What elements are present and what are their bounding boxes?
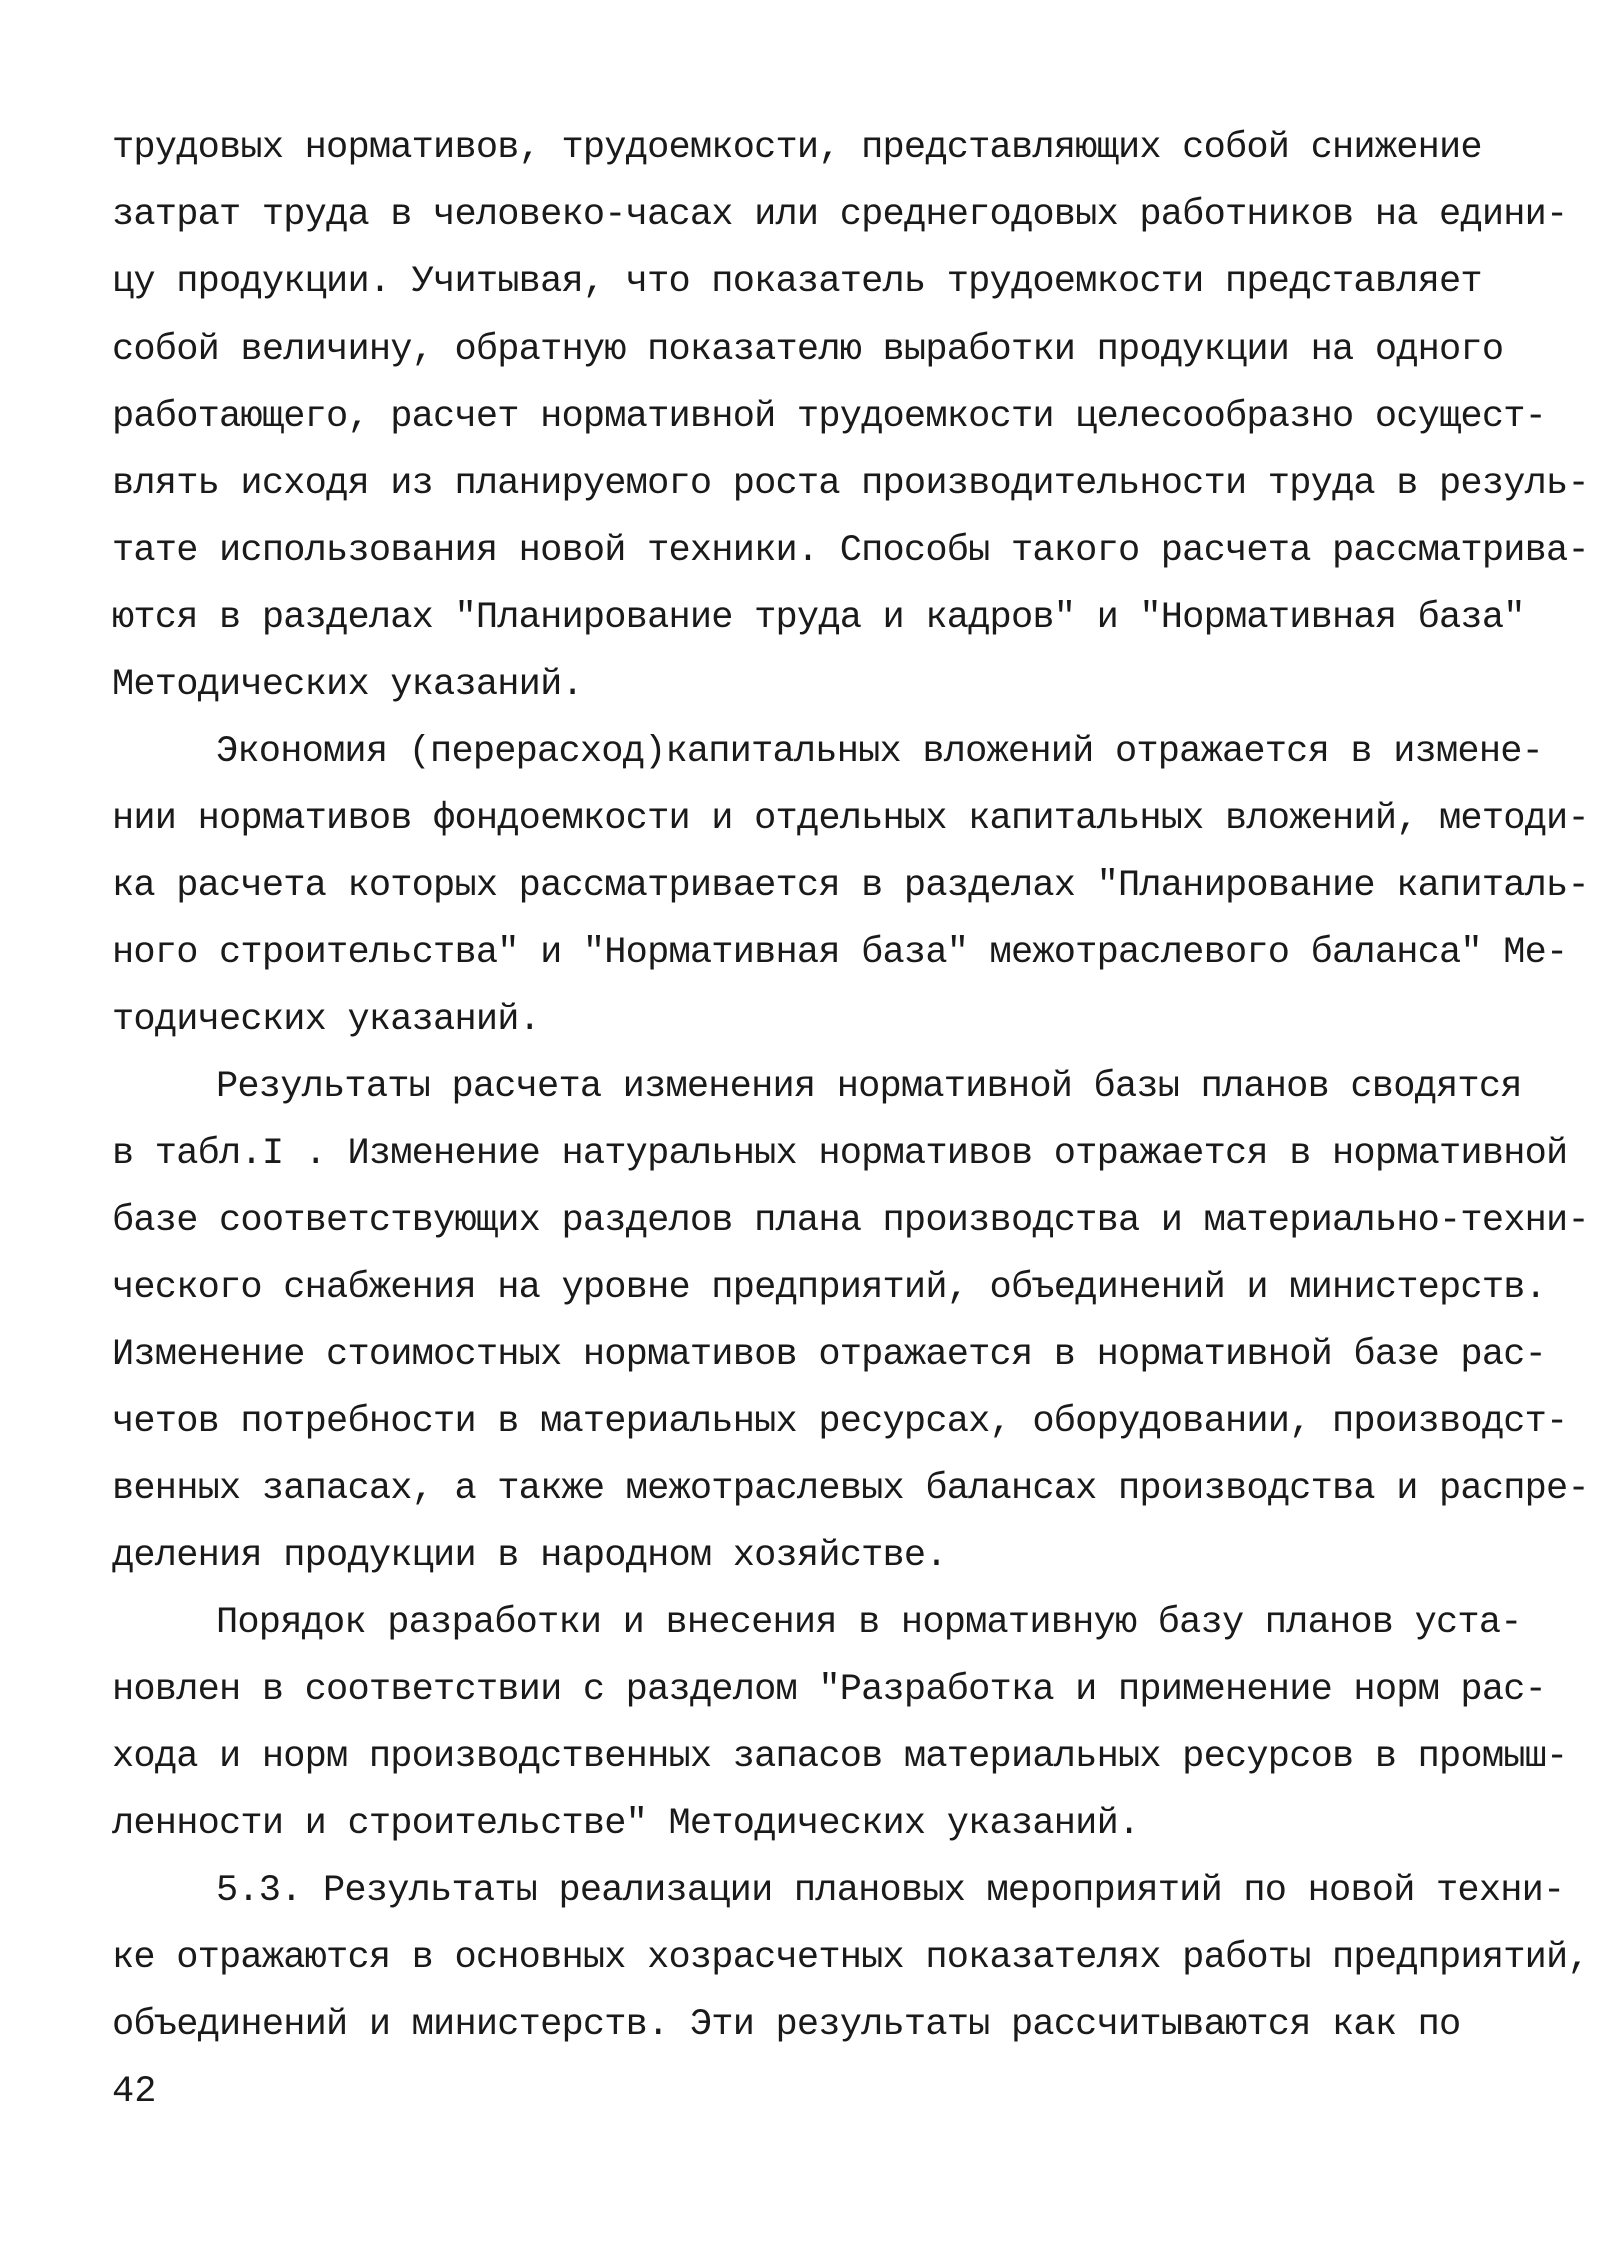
text-line: трудовых нормативов, трудоемкости, представляющих собой снижение bbox=[112, 127, 1482, 169]
paragraph-first-line: Порядок разработки и внесения в нормативную базу планов уста- bbox=[216, 1602, 1522, 1644]
text-line: венных запасах, а также межотраслевых балансах производства и распре- bbox=[112, 1468, 1589, 1510]
text-line: ка расчета которых рассматривается в разделах "Планирование капиталь- bbox=[112, 865, 1589, 907]
text-line: влять исходя из планируемого роста производительности труда в резуль- bbox=[112, 463, 1589, 505]
text-line: Изменение стоимостных нормативов отражается в нормативной базе рас- bbox=[112, 1334, 1547, 1376]
text-line: ного строительства" и "Нормативная база" межотраслевого баланса" Ме- bbox=[112, 932, 1568, 974]
text-line: четов потребности в материальных ресурсах, оборудовании, производст- bbox=[112, 1401, 1568, 1443]
text-line: деления продукции в народном хозяйстве. bbox=[112, 1535, 947, 1577]
text-line: тате использования новой техники. Способы такого расчета рассматрива- bbox=[112, 530, 1589, 572]
text-line: Методических указаний. bbox=[112, 664, 583, 706]
page-number: 42 bbox=[112, 2071, 157, 2113]
text-line: нии нормативов фондоемкости и отдельных капитальных вложений, методи- bbox=[112, 798, 1589, 840]
text-line: ленности и строительстве" Методических указаний. bbox=[112, 1803, 1140, 1845]
text-line: объединений и министерств. Эти результаты рассчитываются как по bbox=[112, 2004, 1461, 2046]
text-line: работающего, расчет нормативной трудоемкости целесообразно осущест- bbox=[112, 396, 1547, 438]
paragraph-first-line: Результаты расчета изменения нормативной базы планов сводятся bbox=[216, 1066, 1522, 1108]
text-line: цу продукции. Учитывая, что показатель трудоемкости представляет bbox=[112, 261, 1482, 303]
text-line: ческого снабжения на уровне предприятий, объединений и министерств. bbox=[112, 1267, 1547, 1309]
text-line: новлен в соответствии с разделом "Разработка и применение норм рас- bbox=[112, 1669, 1547, 1711]
text-line: собой величину, обратную показателю выработки продукции на одного bbox=[112, 329, 1504, 371]
text-line: затрат труда в человеко-часах или среднегодовых работников на едини- bbox=[112, 194, 1568, 236]
paragraph-first-line: 5.3. Результаты реализации плановых мероприятий по новой техни- bbox=[216, 1870, 1565, 1912]
text-line: ке отражаются в основных хозрасчетных показателях работы предприятий, bbox=[112, 1937, 1589, 1979]
text-line: в табл.I . Изменение натуральных нормативов отражается в нормативной bbox=[112, 1133, 1568, 1175]
text-line: хода и норм производственных запасов материальных ресурсов в промыш- bbox=[112, 1736, 1568, 1778]
text-line: тодических указаний. bbox=[112, 999, 541, 1041]
text-line: ются в разделах "Планирование труда и кадров" и "Нормативная база" bbox=[112, 597, 1525, 639]
paragraph-first-line: Экономия (перерасход)капитальных вложений отражается в измене- bbox=[216, 731, 1544, 773]
text-line: базе соответствующих разделов плана производства и материально-техни- bbox=[112, 1200, 1589, 1242]
